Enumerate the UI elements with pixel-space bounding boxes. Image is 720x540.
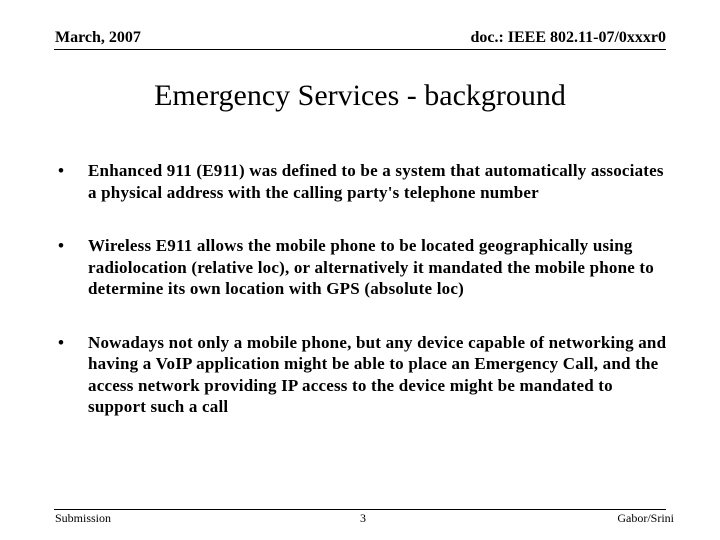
bullet-marker: • [58, 236, 64, 255]
bullet-marker: • [58, 161, 64, 180]
bullet-text: Enhanced 911 (E911) was defined to be a system that automatically associates a physical address with the calling party's telephone number [88, 161, 664, 202]
bullet-text: Nowadays not only a mobile phone, but any device capable of networking and having a VoIP application might be able to place an Emergency Call, and the access network providing IP access to the device might be mandated to support such a call [88, 332, 667, 416]
footer-page-number: 3 [360, 511, 366, 525]
header-date: March, 2007 [55, 29, 141, 46]
bullet-item [58, 160, 668, 203]
bullet-item [58, 235, 668, 300]
header-rule [54, 49, 666, 50]
bullet-text: Wireless E911 allows the mobile phone to be located geographically using radiolocation (relative loc), or alternatively it mandated the mobile phone to determine its own location with GPS (absolute loc) [88, 236, 654, 298]
footer-submission: Submission [55, 511, 112, 525]
header-doc-id: doc.: IEEE 802.11-07/0xxxr0 [470, 29, 666, 46]
bullet-item [58, 332, 668, 418]
bullet-marker: • [58, 332, 64, 352]
footer-author: Gabor/Srini [617, 511, 674, 525]
footer-rule [54, 509, 666, 510]
slide-title: Emergency Services - background [154, 79, 566, 112]
bullet-list [58, 160, 668, 418]
